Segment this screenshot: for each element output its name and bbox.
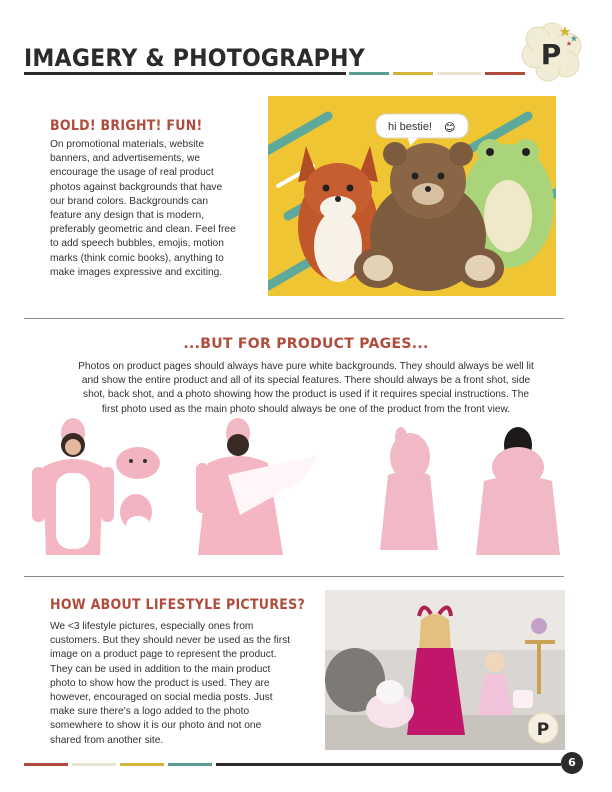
section-body-product: Photos on product pages should always have pure white backgrounds. They should always be well lit and show the entire product and all of its special features. There should always be a front shot, side shot, back shot, and a photo showing how the product is used if it requires special instructions. The first photo used as the main photo should always be one of the product from the front view.	[78, 361, 534, 415]
header-rule-gold	[393, 72, 433, 75]
page-title: IMAGERY & PHOTOGRAPHY	[24, 44, 365, 72]
section-divider	[24, 318, 564, 319]
product-back-photo	[476, 427, 560, 555]
product-front-photo	[32, 418, 114, 555]
smiley-emoji-icon: 😊	[444, 121, 456, 134]
footer-rule-dark	[216, 763, 561, 766]
lifestyle-photo	[325, 590, 565, 750]
section-body-lifestyle: We <3 lifestyle pictures, especially ones from customers. But they should never be used as the first image on a product page to represent the product. They can be used in addition to the main product photo to show how the product is used. They are however, encouraged on social media posts. Just make sure there’s a logo added to the photo somewhere to show it is our photo and not one shared from another site.	[50, 621, 291, 746]
section-divider	[24, 576, 564, 577]
product-side-photo	[380, 427, 438, 550]
page-number: 6	[561, 752, 583, 774]
section-heading-product: ...BUT FOR PRODUCT PAGES...	[183, 336, 429, 352]
header-rule-red	[485, 72, 525, 75]
header-rule-teal	[349, 72, 389, 75]
footer-rule-red	[24, 763, 68, 766]
footer-rule-teal	[168, 763, 212, 766]
section-heading-bold: BOLD! BRIGHT! FUN!	[50, 118, 203, 134]
footer-rule-cream	[72, 763, 116, 766]
speech-bubble-text: hi bestie!	[388, 121, 433, 133]
section-heading-lifestyle: HOW ABOUT LIFESTYLE PICTURES?	[50, 597, 306, 613]
watermark-logo: P	[536, 720, 550, 740]
header-rule-cream	[437, 72, 481, 75]
logo-letter: P	[540, 38, 562, 71]
section-body-bold: On promotional materials, website banners, and advertisements, we encourage the usage of real product photos against backgrounds that have our brand colors. Backgrounds can feature any design that is modern, preferably geometric and clean. Feel free to add speech bubbles, emojis, motion marks (think comic books), anything to make images expressive and exciting.	[50, 139, 236, 278]
footer-rule-gold	[120, 763, 164, 766]
brand-logo	[520, 22, 584, 82]
product-photos-strip	[28, 415, 568, 565]
product-detail-photos	[116, 447, 160, 534]
product-usage-photo	[196, 418, 318, 555]
plush-promo-photo	[268, 96, 556, 296]
header-rule-dark	[24, 72, 346, 75]
